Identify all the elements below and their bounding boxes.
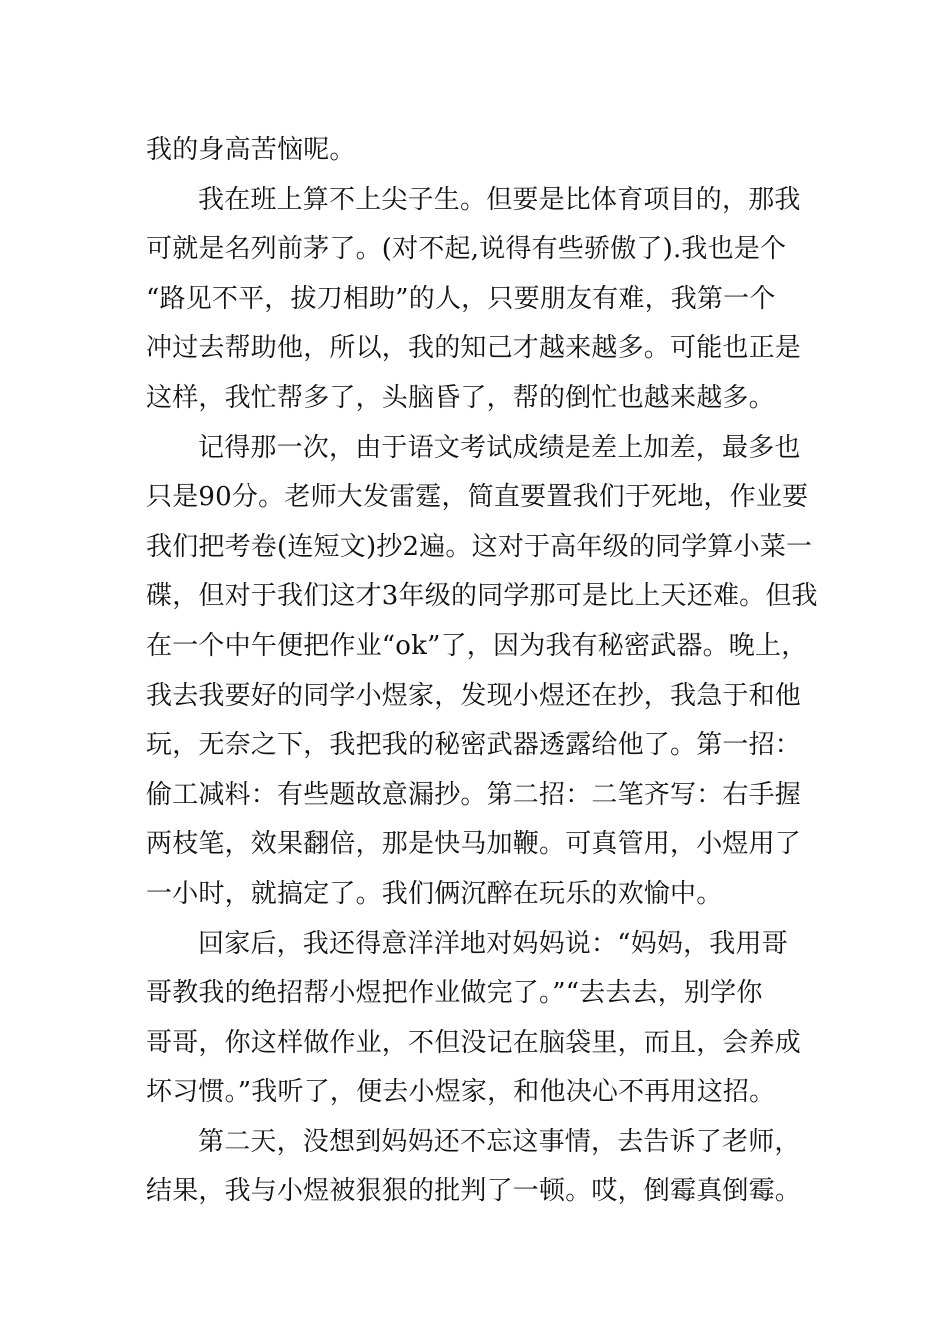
- text-line: 这样，我忙帮多了，头脑昏了，帮的倒忙也越来越多。: [146, 382, 775, 413]
- text-line: 坏习惯。”我听了，便去小煜家，和他决心不再用这招。: [146, 1077, 776, 1108]
- text-line: 冲过去帮助他，所以，我的知己才越来越多。可能也正是: [146, 333, 802, 364]
- text-line: 我的身高苦恼呢。: [146, 135, 356, 165]
- paragraph-first-line: 我在班上算不上尖子生。但要是比体育项目的，那我: [198, 184, 801, 215]
- text-line: 只是90分。老师大发雷霆，简直要置我们于死地，作业要: [146, 482, 809, 513]
- text-line: 结果，我与小煜被狠狠的批判了一顿。哎，倒霉真倒霉。: [146, 1176, 802, 1207]
- text-line: 哥哥，你这样做作业，不但没记在脑袋里，而且，会养成: [146, 1027, 802, 1058]
- text-line: 我去我要好的同学小煜家，发现小煜还在抄，我急于和他: [146, 680, 802, 711]
- text-line: 可就是名列前茅了。(对不起,说得有些骄傲了).我也是个: [146, 234, 787, 265]
- text-line: 一小时，就搞定了。我们俩沉醉在玩乐的欢愉中。: [146, 878, 723, 909]
- paragraph-first-line: 回家后，我还得意洋洋地对妈妈说：“妈妈，我用哥: [198, 928, 788, 959]
- text-line: 偷工减料：有些题故意漏抄。第二招：二笔齐写：右手握: [146, 779, 802, 810]
- paragraph-first-line: 记得那一次，由于语文考试成绩是差上加差，最多也: [198, 432, 801, 463]
- text-line: 玩，无奈之下，我把我的秘密武器透露给他了。第一招：: [146, 730, 802, 761]
- text-line: 碟，但对于我们这才3年级的同学那可是比上天还难。但我: [146, 581, 818, 612]
- text-line: 哥教我的绝招帮小煜把作业做完了。”“去去去，别学你: [146, 978, 763, 1009]
- text-line: 两枝笔，效果翻倍，那是快马加鞭。可真管用，小煜用了: [146, 829, 802, 860]
- text-line: 我们把考卷(连短文)抄2遍。这对于高年级的同学算小菜一: [146, 531, 813, 562]
- article-body: [146, 126, 826, 1217]
- text-line: “路见不平，拔刀相助”的人，只要朋友有难，我第一个: [146, 283, 776, 314]
- text-line: 在一个中午便把作业“ok”了，因为我有秘密武器。晚上，: [146, 630, 808, 661]
- paragraph-first-line: 第二天，没想到妈妈还不忘这事情，去告诉了老师，: [198, 1126, 801, 1157]
